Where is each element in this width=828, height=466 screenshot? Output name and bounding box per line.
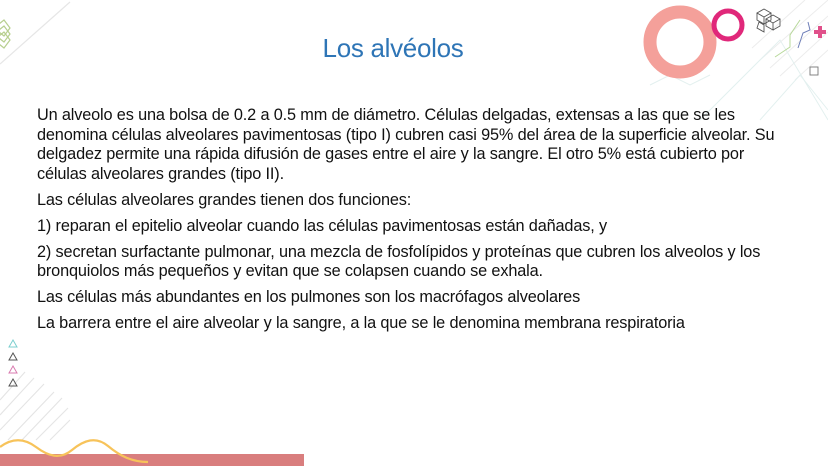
paragraph-macrophages: Las células más abundantes en los pulmones son los macrófagos alveolares	[37, 288, 581, 306]
paragraph-function-1: 1) reparan el epitelio alveolar cuando las células pavimentosas están dañadas, y	[37, 216, 607, 235]
slide-title: Los alvéolos	[322, 33, 464, 63]
hatching-bottom-icon	[0, 372, 70, 440]
triangle-stack-icon	[9, 340, 17, 386]
red-bar	[0, 454, 304, 466]
cube-cluster-icon	[757, 9, 780, 32]
plus-icon	[814, 26, 826, 38]
paragraph-intro: Un alveolo es una bolsa de 0.2 a 0.5 mm de diámetro. Células delgadas, extensas a las que se les denomina células alveolares pavimentosas (tipo I) cubren casi 95% del área de la superficie alveolar. Su delgadez permite una rápida difusión de gases entre el aire y la sangre. El otro 5% está cubierto por células alveolares grandes (tipo II).	[37, 106, 775, 183]
paragraph-functions: Las células alveolares grandes tienen dos funciones:	[37, 190, 412, 209]
slide-body	[37, 106, 797, 340]
small-square-icon	[810, 67, 818, 75]
paragraph-membrane: La barrera entre el aire alveolar y la sangre, a la que se le denomina membrana respiratoria	[37, 314, 685, 332]
paragraph-function-2: 2) secretan surfactante pulmonar, una mezcla de fosfolípidos y proteínas que cubren los alveolos y los bronquiolos más pequeños y evitan que se colapsen cuando se exhala.	[37, 242, 761, 280]
